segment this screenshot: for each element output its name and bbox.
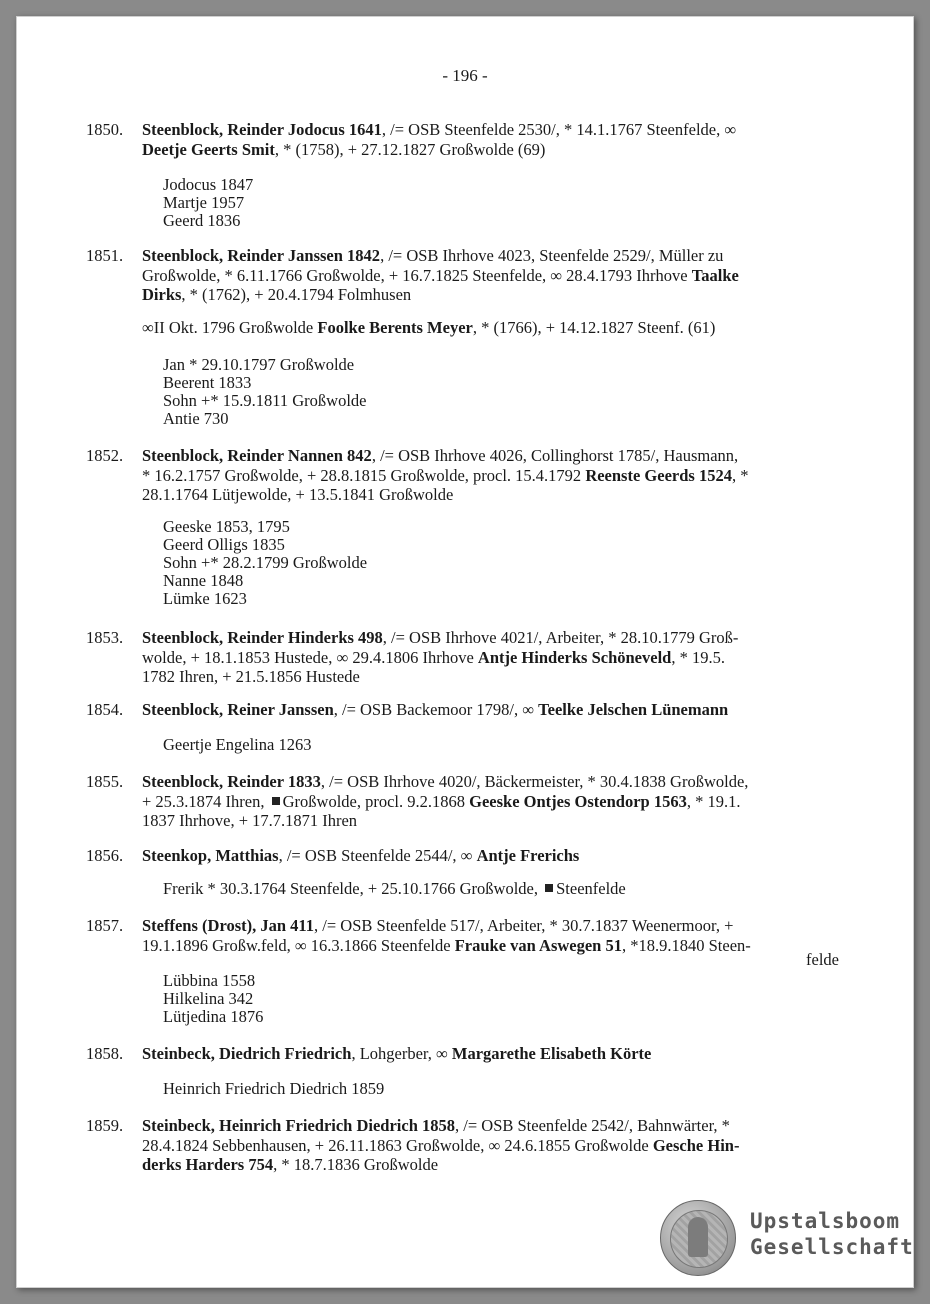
entry-text: ∞II Okt. 1796 Großwolde [142,318,318,337]
entry-text: Großwolde, * 6.11.1766 Großwolde, + 16.7.1825 Steenfelde, ∞ 28.4.1793 Ihrhove [142,265,692,285]
logo-line1: Upstalsboom [750,1209,901,1233]
entry-text: , /= OSB Steenfelde 517/, Arbeiter, * 30.7.1837 Weenermoor, + [314,916,734,935]
entry-text: , * [731,465,749,485]
children-list [163,972,263,1026]
entry-text: , /= OSB Ihrhove 4026, Collinghorst 1785/, Hausmann, [371,446,739,465]
entry-line [142,285,846,305]
entry-number: 1856. [86,846,124,865]
child-item: Geerd Olligs 1835 [163,535,285,554]
entry-text: , * 19.5. [671,647,725,667]
children-list [163,518,367,608]
upstalsboom-logo [660,1200,914,1276]
entry-line [142,811,846,831]
entry-number: 1853. [86,628,124,647]
person-name: Deetje Geerts Smit [142,139,275,159]
entry-body [142,628,846,687]
child-item: Geeske 1853, 1795 [163,517,290,536]
entry-text: , * 18.7.1836 Großwolde [273,1155,439,1174]
person-name: Taalke [691,265,739,285]
person-name: Steinbeck, Heinrich Friedrich Diedrich 1858 [142,1116,456,1135]
page-number: - 196 - [442,66,488,85]
entry-line-continuation: felde [806,950,839,969]
child-item: Beerent 1833 [163,373,252,392]
person-name: Steenblock, Reiner Janssen [142,700,334,719]
children-list [163,176,253,230]
entry-text: , * (1766), + 14.12.1827 Steenf. (61) [472,318,716,337]
entry-body [142,120,846,159]
person-name: Margarethe Elisabeth Körte [451,1044,652,1063]
entry-line [142,446,846,466]
entry-body [142,700,846,720]
entry-line [142,936,846,956]
second-marriage [142,318,715,338]
entry-line [142,628,846,648]
child-item [163,880,626,898]
child-item: Geertje Engelina 1263 [163,735,312,754]
entry-text: , /= OSB Backemoor 1798/, ∞ [333,700,539,719]
entry-line [142,120,846,140]
child-item: Jan * 29.10.1797 Großwolde [163,355,355,374]
entry-line [142,1044,846,1064]
child-item: Jodocus 1847 [163,175,254,194]
entry-line [142,466,846,486]
child-item: Heinrich Friedrich Diedrich 1859 [163,1079,385,1098]
entry-number: 1852. [86,446,124,465]
child-item: Hilkelina 342 [163,989,254,1008]
entry-line [142,1116,846,1136]
entry-line [142,648,846,668]
entry-body [142,916,846,955]
burial-square-icon [545,884,553,892]
child-item: Lübbina 1558 [163,971,256,990]
child-item: Lütjedina 1876 [163,1007,264,1026]
entry-number: 1850. [86,120,124,139]
person-name: Steenblock, Reinder Jodocus 1641 [142,120,382,139]
entry-text: Frerik * 30.3.1764 Steenfelde, + 25.10.1766 Großwolde, [163,879,543,898]
entry-text: , /= OSB Ihrhove 4023, Steenfelde 2529/, Müller zu [380,246,724,265]
child-item: Martje 1957 [163,193,245,212]
children-list [163,1080,384,1098]
person-name: Steffens (Drost), Jan 411 [142,916,315,935]
entry-line [142,140,846,160]
person-name: Steenblock, Reinder 1833 [142,772,321,791]
children-list [163,880,626,898]
entry-text: , /= OSB Ihrhove 4021/, Arbeiter, * 28.10.1779 Groß- [382,628,739,647]
entry-number: 1851. [86,246,124,265]
person-name: Reenste Geerds 1524 [585,465,732,485]
entry-text: Großwolde, procl. 9.2.1868 [282,791,470,811]
entry-body [142,846,846,866]
entry-text: 28.4.1824 Sebbenhausen, + 26.11.1863 Großwolde, ∞ 24.6.1855 Großwolde [142,1135,653,1155]
person-name: Steinbeck, Diedrich Friedrich [142,1044,352,1063]
entry-number: 1855. [86,772,124,791]
person-name: Geeske Ontjes Ostendorp 1563 [469,791,687,811]
entry-body [142,772,846,831]
entry-line [142,266,846,286]
person-name: Steenblock, Reinder Janssen 1842 [142,246,381,265]
entry-body [142,1044,846,1064]
burial-square-icon [272,797,280,805]
child-item: Sohn +* 15.9.1811 Großwolde [163,391,367,410]
entry-text: wolde, + 18.1.1853 Hustede, ∞ 29.4.1806 Ihrhove [142,647,478,667]
entry-body [142,1116,846,1175]
children-list [163,736,311,754]
person-name: Steenkop, Matthias [142,846,279,865]
entry-text: 28.1.1764 Lütjewolde, + 13.5.1841 Großwolde [142,485,454,504]
entry-number: 1859. [86,1116,124,1135]
entry-text: , * (1762), + 20.4.1794 Folmhusen [181,285,412,304]
person-name: Antje Hinderks Schöneveld [477,647,672,667]
person-name: Antje Frerichs [476,846,580,865]
child-item: Geerd 1836 [163,211,241,230]
entry-text: , * 19.1. [686,791,741,811]
entry-line [142,246,846,266]
entry-text: + 25.3.1874 Ihren, [142,791,269,811]
person-name: Frauke van Aswegen 51 [454,935,622,955]
seal-icon [660,1200,736,1276]
entry-text: , * (1758), + 27.12.1827 Großwolde (69) [274,139,546,159]
entry-text: 19.1.1896 Großw.feld, ∞ 16.3.1866 Steenfelde [142,935,455,955]
person-name: Foolke Berents Meyer [317,318,473,337]
entry-line [142,700,846,720]
entry-text: , /= OSB Steenfelde 2542/, Bahnwärter, * [455,1116,730,1135]
child-item: Nanne 1848 [163,571,244,590]
entry-text: * 16.2.1757 Großwolde, + 28.8.1815 Großwolde, procl. 15.4.1792 [142,465,586,485]
entry-text: , /= OSB Steenfelde 2530/, * 14.1.1767 Steenfelde, ∞ [381,120,737,139]
person-name: Steenblock, Reinder Nannen 842 [142,446,372,465]
entry-text: 1837 Ihrhove, + 17.7.1871 Ihren [142,811,358,830]
entry-text: 1782 Ihren, + 21.5.1856 Hustede [142,667,360,686]
entry-line [142,846,846,866]
entry-line [142,792,846,812]
logo-text [750,1208,914,1260]
entry-line [142,1136,846,1156]
person-name: derks Harders 754 [142,1155,274,1174]
logo-line2: Gesellschaft [750,1235,914,1259]
person-name: Gesche Hin- [652,1135,740,1155]
entry-text: , Lohgerber, ∞ [351,1044,452,1063]
entry-text: , *18.9.1840 Steen- [621,935,751,955]
entry-number: 1857. [86,916,124,935]
child-item: Sohn +* 28.2.1799 Großwolde [163,553,368,572]
children-list [163,356,366,428]
entry-number: 1854. [86,700,124,719]
person-name: Teelke Jelschen Lünemann [538,700,729,719]
entry-text: , /= OSB Steenfelde 2544/, ∞ [278,846,477,865]
entry-number: 1858. [86,1044,124,1063]
person-name: Steenblock, Reinder Hinderks 498 [142,628,383,647]
entry-text: , /= OSB Ihrhove 4020/, Bäckermeister, * 30.4.1838 Großwolde, [320,772,749,791]
entry-line [142,1155,846,1175]
entry-body [142,446,846,505]
entry-line [142,772,846,792]
child-item: Antie 730 [163,409,229,428]
person-name: Dirks [142,285,182,304]
entry-line [142,667,846,687]
entry-text: Steenfelde [556,879,626,898]
entry-line [142,916,846,936]
child-item: Lümke 1623 [163,589,247,608]
entry-line [142,485,846,505]
entry-body [142,246,846,305]
